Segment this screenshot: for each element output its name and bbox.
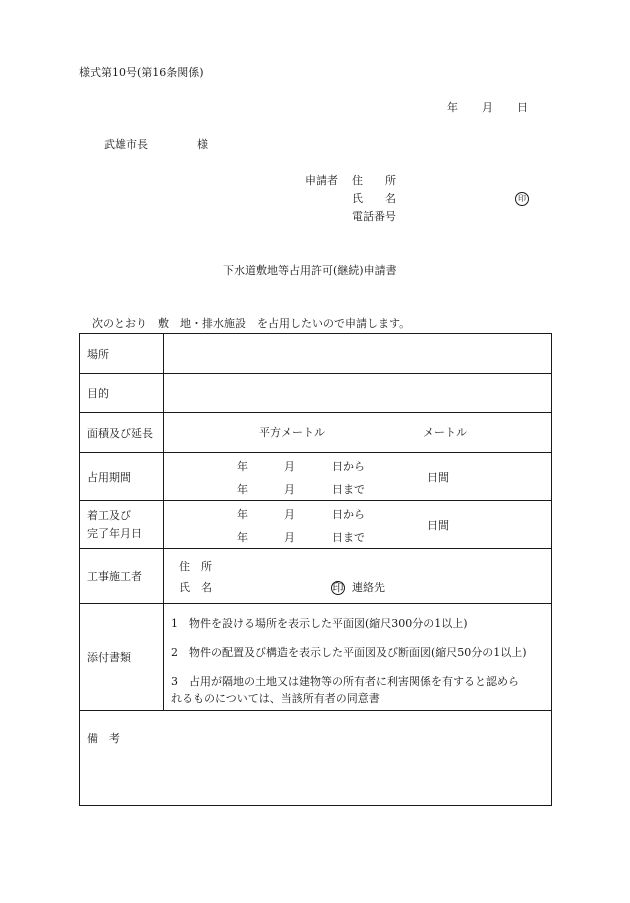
contractor-address-label: 住 所 — [179, 560, 212, 573]
remarks-cell[interactable] — [80, 711, 552, 806]
row-contractor — [80, 549, 552, 604]
construction-from-month: 月 — [284, 508, 295, 521]
attachment-item-3-cont: れるものについては、当該所有者の同意書 — [171, 692, 380, 705]
contractor-value[interactable] — [164, 549, 552, 604]
construction-to-year: 年 — [237, 531, 248, 544]
period-days: 日間 — [427, 471, 449, 484]
remarks-label: 備 考 — [87, 732, 120, 745]
row-period — [80, 453, 552, 501]
attachments-value — [164, 604, 552, 711]
date-month: 月 — [482, 101, 493, 114]
area-unit-sqm: 平方メートル — [259, 426, 325, 439]
location-value[interactable] — [164, 334, 552, 374]
location-label: 場所 — [80, 334, 164, 374]
construction-from-year: 年 — [237, 508, 248, 521]
construction-value[interactable] — [164, 501, 552, 549]
addressee-name: 武雄市長 — [104, 138, 148, 151]
addressee-honorific: 様 — [197, 138, 208, 151]
applicant-seal-icon: 印 — [515, 192, 529, 206]
contractor-name-label: 氏 名 — [179, 581, 212, 594]
attachment-item-3: 3 占用が隔地の土地又は建物等の所有者に利害関係を有すると認めら — [171, 675, 519, 688]
period-to-day: 日まで — [332, 483, 365, 496]
document-title: 下水道敷地等占用許可(継続)申請書 — [223, 264, 397, 277]
construction-label-line-1: 着工及び — [87, 508, 131, 522]
application-table — [79, 333, 552, 806]
applicant-name-label: 氏 名 — [352, 192, 396, 205]
period-to-year: 年 — [237, 483, 248, 496]
row-location — [80, 334, 552, 374]
row-remarks — [80, 711, 552, 806]
construction-label-line-2: 完了年月日 — [87, 526, 142, 540]
area-label: 面積及び延長 — [80, 413, 164, 453]
period-label: 占用期間 — [80, 453, 164, 501]
applicant-address-label: 住 所 — [352, 174, 396, 187]
row-attachments — [80, 604, 552, 711]
contractor-label: 工事施工者 — [80, 549, 164, 604]
contractor-seal-icon: 印 — [332, 581, 344, 594]
area-value[interactable] — [164, 413, 552, 453]
period-from-month: 月 — [284, 460, 295, 473]
period-value[interactable] — [164, 453, 552, 501]
construction-to-month: 月 — [284, 531, 295, 544]
date-year: 年 — [447, 101, 458, 114]
applicant-label: 申請者 — [305, 174, 338, 187]
area-unit-m: メートル — [423, 426, 467, 439]
intro-sentence: 次のとおり 敷 地・排水施設 を占用したいので申請します。 — [92, 317, 411, 330]
attachment-item-1: 1 物件を設ける場所を表示した平面図(縮尺300分の1以上) — [171, 617, 468, 630]
construction-days: 日間 — [427, 519, 449, 532]
row-construction — [80, 501, 552, 549]
purpose-value[interactable] — [164, 374, 552, 413]
period-from-day: 日から — [332, 460, 365, 473]
contractor-contact-label: 連絡先 — [352, 581, 385, 594]
construction-to-day: 日まで — [332, 531, 365, 544]
construction-from-day: 日から — [332, 508, 365, 521]
row-purpose — [80, 374, 552, 413]
purpose-label: 目的 — [80, 374, 164, 413]
date-day: 日 — [517, 101, 528, 114]
period-from-year: 年 — [237, 460, 248, 473]
attachments-label: 添付書類 — [80, 604, 164, 711]
construction-label — [80, 501, 164, 549]
attachment-item-2: 2 物件の配置及び構造を表示した平面図及び断面図(縮尺50分の1以上) — [171, 646, 527, 659]
form-number: 様式第10号(第16条関係) — [79, 66, 204, 79]
row-area — [80, 413, 552, 453]
period-to-month: 月 — [284, 483, 295, 496]
applicant-phone-label: 電話番号 — [352, 210, 396, 223]
